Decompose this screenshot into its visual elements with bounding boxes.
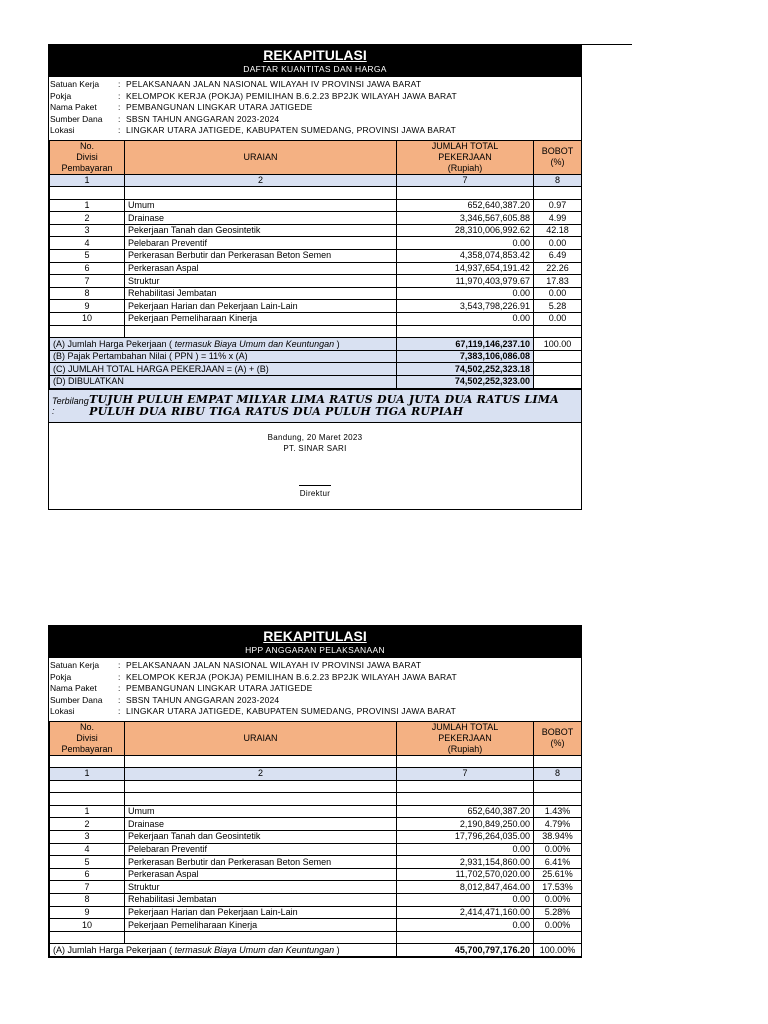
info-row: Pokja : KELOMPOK KERJA (POKJA) PEMILIHAN B.6.2.23 BP2JK WILAYAH JAWA BARAT xyxy=(50,671,457,682)
table-row xyxy=(50,250,582,263)
signature-line xyxy=(49,479,581,488)
table-row xyxy=(50,843,582,856)
summary-row-c: (C) JUMLAH TOTAL HARGA PEKERJAAN = (A) + (B) 74,502,252,323.18 xyxy=(50,363,582,376)
row-uraian: Umum xyxy=(125,805,397,818)
table-row xyxy=(50,199,582,212)
row-bobot: 25.61% xyxy=(534,868,582,881)
table-row xyxy=(50,919,582,932)
info-row: Pokja : KELOMPOK KERJA (POKJA) PEMILIHAN B.6.2.23 BP2JK WILAYAH JAWA BARAT xyxy=(50,90,457,101)
column-number-row: 1 2 7 8 xyxy=(50,768,582,781)
row-jumlah: 0.00 xyxy=(397,287,534,300)
row-bobot: 22.26 xyxy=(534,262,582,275)
sheet-1-rows xyxy=(50,199,582,325)
row-number: 4 xyxy=(50,843,125,856)
row-uraian: Pekerjaan Harian dan Pekerjaan Lain-Lain xyxy=(125,300,397,313)
table-row xyxy=(50,313,582,326)
row-jumlah: 28,310,006,992.62 xyxy=(397,224,534,237)
row-uraian: Struktur xyxy=(125,881,397,894)
col-header-bobot: BOBOT (%) xyxy=(534,140,582,174)
sheet-1-title: REKAPITULASI xyxy=(263,47,367,63)
row-uraian: Pekerjaan Tanah dan Geosintetik xyxy=(125,831,397,844)
table-row xyxy=(50,237,582,250)
table-header-row xyxy=(50,140,582,174)
row-jumlah: 2,931,154,860.00 xyxy=(397,856,534,869)
row-number: 8 xyxy=(50,894,125,907)
col-header-uraian: URAIAN xyxy=(125,140,397,174)
row-uraian: Perkerasan Aspal xyxy=(125,868,397,881)
sheet-1-info-block xyxy=(49,77,581,140)
row-jumlah: 0.00 xyxy=(397,919,534,932)
table-row xyxy=(50,906,582,919)
row-number: 2 xyxy=(50,212,125,225)
row-uraian: Perkerasan Berbutir dan Perkerasan Beton Semen xyxy=(125,856,397,869)
row-number: 2 xyxy=(50,818,125,831)
row-jumlah: 0.00 xyxy=(397,313,534,326)
info-row: Lokasi : LINGKAR UTARA JATIGEDE, KABUPATEN SUMEDANG, PROVINSI JAWA BARAT xyxy=(50,706,456,716)
col-header-uraian: URAIAN xyxy=(125,721,397,755)
row-bobot: 6.41% xyxy=(534,856,582,869)
row-bobot: 0.00% xyxy=(534,894,582,907)
row-number: 5 xyxy=(50,250,125,263)
table-row xyxy=(50,894,582,907)
info-row: Satuan Kerja : PELAKSANAAN JALAN NASIONAL WILAYAH IV PROVINSI JAWA BARAT xyxy=(50,79,422,89)
row-jumlah: 17,796,264,035.00 xyxy=(397,831,534,844)
row-uraian: Pekerjaan Harian dan Pekerjaan Lain-Lain xyxy=(125,906,397,919)
row-number: 3 xyxy=(50,224,125,237)
info-row: Lokasi : LINGKAR UTARA JATIGEDE, KABUPATEN SUMEDANG, PROVINSI JAWA BARAT xyxy=(50,125,456,135)
table-row xyxy=(50,831,582,844)
row-uraian: Perkerasan Berbutir dan Perkerasan Beton Semen xyxy=(125,250,397,263)
row-uraian: Perkerasan Aspal xyxy=(125,262,397,275)
spacer-row xyxy=(50,325,582,338)
row-number: 9 xyxy=(50,906,125,919)
row-number: 10 xyxy=(50,919,125,932)
row-number: 4 xyxy=(50,237,125,250)
row-uraian: Pelebaran Preventif xyxy=(125,843,397,856)
col-header-no: No. Divisi Pembayaran xyxy=(50,140,125,174)
row-jumlah: 11,970,403,979.67 xyxy=(397,275,534,288)
row-number: 8 xyxy=(50,287,125,300)
row-uraian: Rehabilitasi Jembatan xyxy=(125,894,397,907)
col-header-jumlah: JUMLAH TOTAL PEKERJAAN (Rupiah) xyxy=(397,721,534,755)
row-bobot: 5.28% xyxy=(534,906,582,919)
row-jumlah: 2,190,849,250.00 xyxy=(397,818,534,831)
row-uraian: Pelebaran Preventif xyxy=(125,237,397,250)
table-row xyxy=(50,287,582,300)
row-number: 6 xyxy=(50,262,125,275)
row-bobot: 0.00% xyxy=(534,843,582,856)
table-header-row xyxy=(50,721,582,755)
signature-company: PT. SINAR SARI xyxy=(283,443,347,453)
row-bobot: 0.00 xyxy=(534,313,582,326)
info-row: Satuan Kerja : PELAKSANAAN JALAN NASIONAL WILAYAH IV PROVINSI JAWA BARAT xyxy=(50,660,422,670)
spacer-row xyxy=(50,187,582,200)
row-number: 9 xyxy=(50,300,125,313)
row-uraian: Rehabilitasi Jembatan xyxy=(125,287,397,300)
row-bobot: 1.43% xyxy=(534,805,582,818)
row-jumlah: 3,346,567,605.88 xyxy=(397,212,534,225)
row-jumlah: 652,640,387.20 xyxy=(397,805,534,818)
table-row xyxy=(50,868,582,881)
row-jumlah: 2,414,471,160.00 xyxy=(397,906,534,919)
col-header-no: No. Divisi Pembayaran xyxy=(50,721,125,755)
row-jumlah: 8,012,847,464.00 xyxy=(397,881,534,894)
row-number: 7 xyxy=(50,275,125,288)
row-bobot: 0.00 xyxy=(534,287,582,300)
row-uraian: Pekerjaan Pemeliharaan Kinerja xyxy=(125,313,397,326)
row-jumlah: 652,640,387.20 xyxy=(397,199,534,212)
row-jumlah: 3,543,798,226.91 xyxy=(397,300,534,313)
row-jumlah: 11,702,570,020.00 xyxy=(397,868,534,881)
sheet-2-subtitle: HPP ANGGARAN PELAKSANAAN xyxy=(245,645,385,655)
info-row: Sumber Dana : SBSN TAHUN ANGGARAN 2023-2024 xyxy=(50,113,280,124)
spacer-row xyxy=(50,780,582,793)
signature-block xyxy=(49,422,581,509)
row-number: 1 xyxy=(50,199,125,212)
row-bobot: 17.53% xyxy=(534,881,582,894)
table-row xyxy=(50,805,582,818)
summary-row-b: (B) Pajak Pertambahan Nilai ( PPN ) = 11% x (A) 7,383,106,086.08 xyxy=(50,350,582,363)
row-number: 10 xyxy=(50,313,125,326)
sheet-2-info-block xyxy=(49,658,581,721)
row-uraian: Pekerjaan Tanah dan Geosintetik xyxy=(125,224,397,237)
row-number: 1 xyxy=(50,805,125,818)
row-uraian: Drainase xyxy=(125,212,397,225)
rekap-sheet-1 xyxy=(48,44,582,510)
spacer-row xyxy=(50,931,582,944)
table-row xyxy=(50,275,582,288)
row-bobot: 4.99 xyxy=(534,212,582,225)
row-bobot: 5.28 xyxy=(534,300,582,313)
row-number: 6 xyxy=(50,868,125,881)
summary-row-a: (A) Jumlah Harga Pekerjaan ( termasuk Biaya Umum dan Keuntungan ) 67,119,146,237.10 100.00 xyxy=(50,338,582,351)
row-uraian: Pekerjaan Pemeliharaan Kinerja xyxy=(125,919,397,932)
row-number: 7 xyxy=(50,881,125,894)
spacer-row xyxy=(50,755,582,768)
row-bobot: 17.83 xyxy=(534,275,582,288)
table-row xyxy=(50,856,582,869)
table-row xyxy=(50,818,582,831)
row-bobot: 38.94% xyxy=(534,831,582,844)
sheet-1-subtitle: DAFTAR KUANTITAS DAN HARGA xyxy=(243,64,387,74)
row-jumlah: 0.00 xyxy=(397,894,534,907)
row-jumlah: 4,358,074,853.42 xyxy=(397,250,534,263)
table-row xyxy=(50,224,582,237)
summary-row-d: (D) DIBULATKAN 74,502,252,323.00 xyxy=(50,376,582,389)
table-row xyxy=(50,212,582,225)
sheet-1-table xyxy=(49,140,582,389)
column-number-row: 1 2 7 8 xyxy=(50,174,582,187)
row-bobot: 6.49 xyxy=(534,250,582,263)
row-uraian: Drainase xyxy=(125,818,397,831)
info-row: Sumber Dana : SBSN TAHUN ANGGARAN 2023-2024 xyxy=(50,694,280,705)
terbilang-box xyxy=(49,389,581,422)
row-uraian: Umum xyxy=(125,199,397,212)
info-row: Nama Paket : PEMBANGUNAN LINGKAR UTARA JATIGEDE xyxy=(50,683,313,693)
row-jumlah: 0.00 xyxy=(397,843,534,856)
table-row xyxy=(50,300,582,313)
row-bobot: 4.79% xyxy=(534,818,582,831)
row-number: 3 xyxy=(50,831,125,844)
signature-role: Direktur xyxy=(299,488,331,498)
summary-row-a: (A) Jumlah Harga Pekerjaan ( termasuk Biaya Umum dan Keuntungan ) 45,700,797,176.20 100.00% xyxy=(50,944,582,957)
row-uraian: Struktur xyxy=(125,275,397,288)
row-bobot: 42.18 xyxy=(534,224,582,237)
info-row: Nama Paket : PEMBANGUNAN LINGKAR UTARA JATIGEDE xyxy=(50,102,313,112)
terbilang-text: TUJUH PULUH EMPAT MILYAR LIMA RATUS DUA JUTA DUA RATUS LIMA PULUH DUA RIBU TIGA RATUS DUA PULUH TIGA RUPIAH xyxy=(89,392,559,418)
rekap-sheet-2 xyxy=(48,625,582,958)
row-number: 5 xyxy=(50,856,125,869)
sheet-2-rows xyxy=(50,805,582,931)
sheet-1-title-band xyxy=(49,45,581,77)
col-header-bobot: BOBOT (%) xyxy=(534,721,582,755)
terbilang-label: Terbilang : xyxy=(52,395,89,416)
table-row xyxy=(50,262,582,275)
sheet-2-title-band xyxy=(49,626,581,658)
signature-place-date: Bandung, 20 Maret 2023 xyxy=(267,432,363,442)
col-header-jumlah: JUMLAH TOTAL PEKERJAAN (Rupiah) xyxy=(397,140,534,174)
spacer-row xyxy=(50,793,582,806)
sheet-2-title: REKAPITULASI xyxy=(263,628,367,644)
row-bobot: 0.00 xyxy=(534,237,582,250)
row-jumlah: 0.00 xyxy=(397,237,534,250)
table-row xyxy=(50,881,582,894)
sheet-2-table xyxy=(49,721,582,958)
row-jumlah: 14,937,654,191.42 xyxy=(397,262,534,275)
row-bobot: 0.00% xyxy=(534,919,582,932)
row-bobot: 0.97 xyxy=(534,199,582,212)
